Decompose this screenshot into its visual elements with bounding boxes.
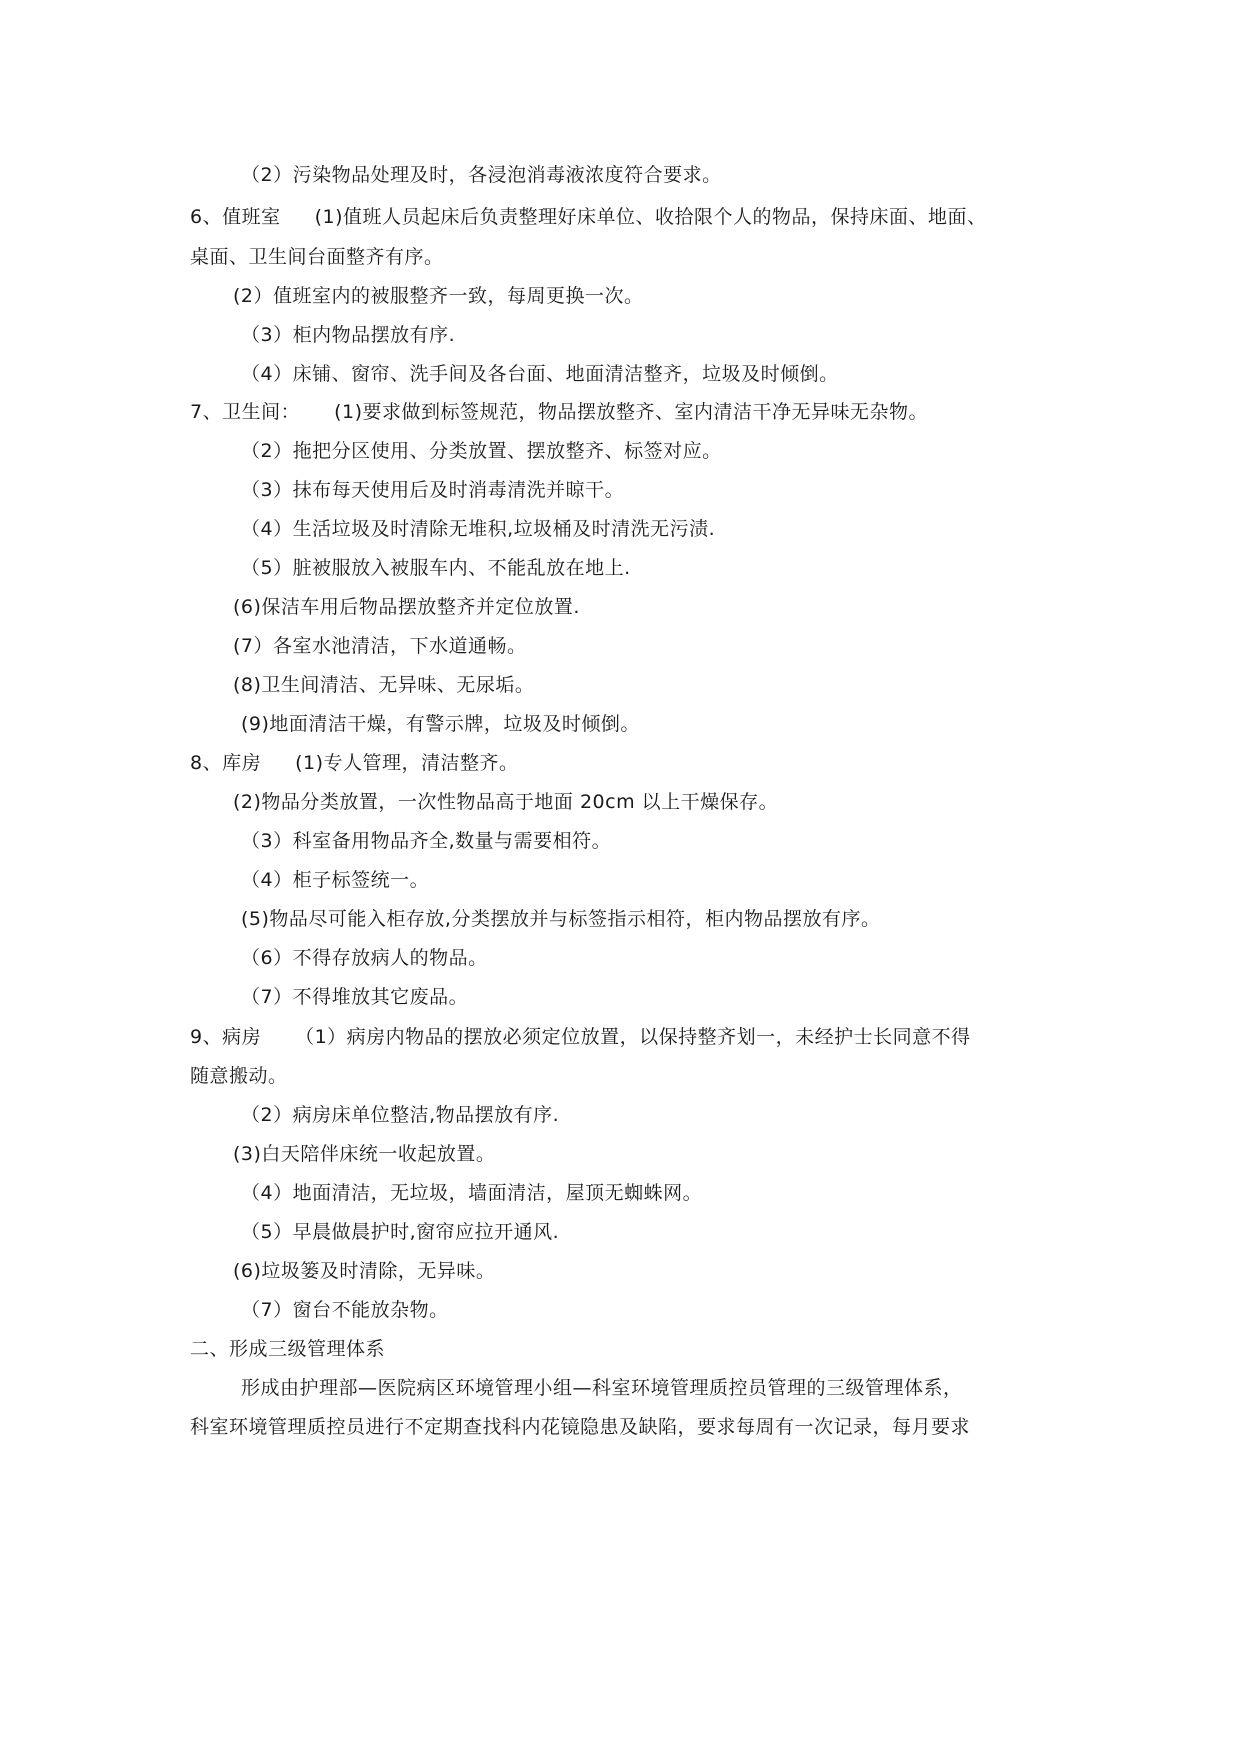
text-line: (2)物品分类放置，一次性物品高于地面 20cm 以上干燥保存。: [233, 791, 779, 813]
text-line: 桌面、卫生间台面整齐有序。: [190, 246, 444, 268]
section-heading: 7、卫生间：: [190, 401, 301, 423]
text-line: （6）不得存放病人的物品。: [241, 947, 488, 969]
text-line: (5)物品尽可能入柜存放,分类摆放并与标签指示相符，柜内物品摆放有序。: [241, 908, 881, 930]
text-line: (8)卫生间清洁、无异味、无尿垢。: [233, 674, 535, 696]
text-line: (9)地面清洁干燥，有警示牌，垃圾及时倾倒。: [241, 713, 640, 735]
text-line: （7）不得堆放其它废品。: [241, 986, 469, 1008]
section-line-duty-room: [190, 204, 987, 230]
text-line: （4）柜子标签统一。: [241, 869, 430, 891]
text-line: （2）病房床单位整洁,物品摆放有序.: [241, 1104, 560, 1126]
text-line: (6)垃圾篓及时清除，无异味。: [233, 1260, 496, 1282]
text-line: （3）抹布每天使用后及时消毒清洗并晾干。: [241, 479, 625, 501]
section-heading-three-level: 二、形成三级管理体系: [190, 1338, 386, 1360]
text-line: (6)保洁车用后物品摆放整齐并定位放置.: [233, 596, 580, 618]
section-line-restroom: [190, 399, 928, 425]
text-line: （1）病房内物品的摆放必须定位放置，以保持整齐划一，未经护士长同意不得: [295, 1026, 971, 1048]
text-line: (2）值班室内的被服整齐一致，每周更换一次。: [233, 285, 644, 307]
text-line: (1)值班人员起床后负责整理好床单位、收拾限个人的物品，保持床面、地面、: [314, 206, 987, 228]
text-line: （7）窗台不能放杂物。: [241, 1299, 449, 1321]
section-heading: 8、库房: [190, 752, 262, 774]
text-line: （3）柜内物品摆放有序.: [241, 324, 456, 346]
text-line: (7）各室水池清洁，下水道通畅。: [233, 635, 527, 657]
section-line-ward: [190, 1024, 971, 1050]
text-line: （4）床铺、窗帘、洗手间及各台面、地面清洁整齐，垃圾及时倾倒。: [241, 363, 839, 385]
section-line-storeroom: [190, 750, 519, 776]
text-line: （5）脏被服放入被服车内、不能乱放在地上.: [241, 557, 631, 579]
paragraph-line: 科室环境管理质控员进行不定期查找科内花镜隐患及缺陷，要求每周有一次记录，每月要求: [190, 1416, 971, 1438]
text-line: （4）生活垃圾及时清除无堆积,垃圾桶及时清洗无污渍.: [241, 518, 716, 540]
text-line: （2）拖把分区使用、分类放置、摆放整齐、标签对应。: [241, 440, 722, 462]
text-line: （4）地面清洁，无垃圾，墙面清洁，屋顶无蜘蛛网。: [241, 1182, 703, 1204]
text-line: （2）污染物品处理及时，各浸泡消毒液浓度符合要求。: [241, 164, 722, 186]
text-line: （3）科室备用物品齐全,数量与需要相符。: [241, 830, 612, 852]
text-line: (3)白天陪伴床统一收起放置。: [233, 1143, 496, 1165]
text-line: (1)专人管理，清洁整齐。: [295, 752, 519, 774]
text-line: (1)要求做到标签规范，物品摆放整齐、室内清洁干净无异味无杂物。: [334, 401, 929, 423]
section-heading: 9、病房: [190, 1026, 262, 1048]
text-line: （5）早晨做晨护时,窗帘应拉开通风.: [241, 1221, 560, 1243]
paragraph-line: 形成由护理部—医院病区环境管理小组—科室环境管理质控员管理的三级管理体系，: [241, 1377, 963, 1399]
section-heading: 6、值班室: [190, 206, 281, 228]
text-line: 随意搬动。: [190, 1065, 288, 1087]
